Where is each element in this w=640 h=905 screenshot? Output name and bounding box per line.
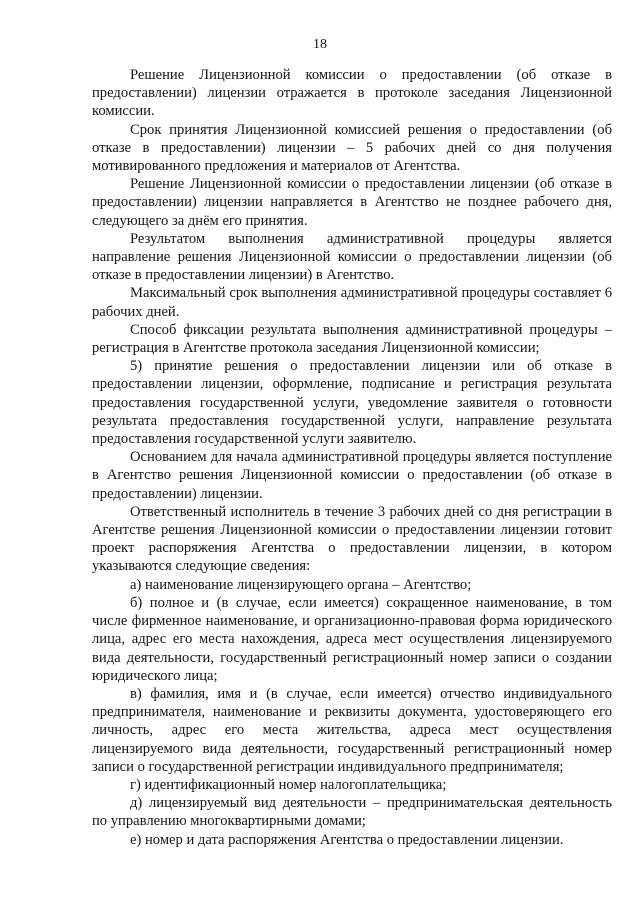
paragraph-license-decision-protocol: Решение Лицензионной комиссии о предоставлении (об отказе в предоставлении) лицензии отражается в протоколе заседания Лицензионной комиссии. <box>92 67 612 120</box>
document-body <box>92 66 612 849</box>
list-item-b: б) полное и (в случае, если имеется) сокращенное наименование, в том числе фирменное наименование, и организационно-правовая форма юридического лица, адрес его места нахождения, адреса мест осуществления лицензируемого вида деятельности, государственный регистрационный номер записи о создании юридического лица; <box>92 594 612 684</box>
paragraph-decision-sending: Решение Лицензионной комиссии о предоставлении лицензии (об отказе в предоставлении) лицензии направляется в Агентство не позднее рабочего дня, следующего за днём его принятия. <box>92 176 612 229</box>
list-item-e: е) номер и дата распоряжения Агентства о предоставлении лицензии. <box>130 831 564 848</box>
paragraph-step-5: 5) принятие решения о предоставлении лицензии или об отказе в предоставлении лицензии, оформление, подписание и регистрация результата предоставления государственной услуги, уведомление заявителя о готовности результата предоставления государственной услуги, направление результата предоставления государственной услуги заявителю. <box>92 358 612 448</box>
paragraph-decision-deadline: Срок принятия Лицензионной комиссией решения о предоставлении (об отказе в предоставлении) лицензии – 5 рабочих дней со дня получения мотивированного предложения и материалов от Агентства. <box>92 121 612 175</box>
paragraph-procedure-basis: Основанием для начала административной процедуры является поступление в Агентство решения Лицензионной комиссии о предоставлении (об отказе в предоставлении) лицензии. <box>92 449 612 502</box>
paragraph-max-duration: Максимальный срок выполнения административной процедуры составляет 6 рабочих дней. <box>92 285 612 320</box>
paragraph-procedure-result: Результатом выполнения административной процедуры является направление решения Лицензионной комиссии о предоставлении лицензии (об отказе в предоставлении лицензии) в Агентство. <box>92 230 612 284</box>
list-item-g: г) идентификационный номер налогоплательщика; <box>130 776 447 793</box>
list-item-v: в) фамилия, имя и (в случае, если имеется) отчество индивидуального предпринимателя, наименование и реквизиты документа, удостоверяющего его личность, адрес его места жительства, адреса мест осуществления лицензируемого вида деятельности, государственный регистрационный номер записи о государственной регистрации индивидуального предпринимателя; <box>92 685 612 775</box>
list-item-d: д) лицензируемый вид деятельности – предпринимательская деятельность по управлению многоквартирными домами; <box>92 795 612 830</box>
paragraph-result-recording: Способ фиксации результата выполнения административной процедуры – регистрация в Агентстве протокола заседания Лицензионной комиссии; <box>92 321 612 357</box>
list-item-a: а) наименование лицензирующего органа – Агентство; <box>130 576 472 593</box>
paragraph-order-preparation: Ответственный исполнитель в течение 3 рабочих дней со дня регистрации в Агентстве решения Лицензионной комиссии о предоставлении лицензии готовит проект распоряжения Агентства о предоставлении лицензии, в котором указываются следующие сведения: <box>92 503 612 575</box>
page-number: 18 <box>313 37 327 52</box>
